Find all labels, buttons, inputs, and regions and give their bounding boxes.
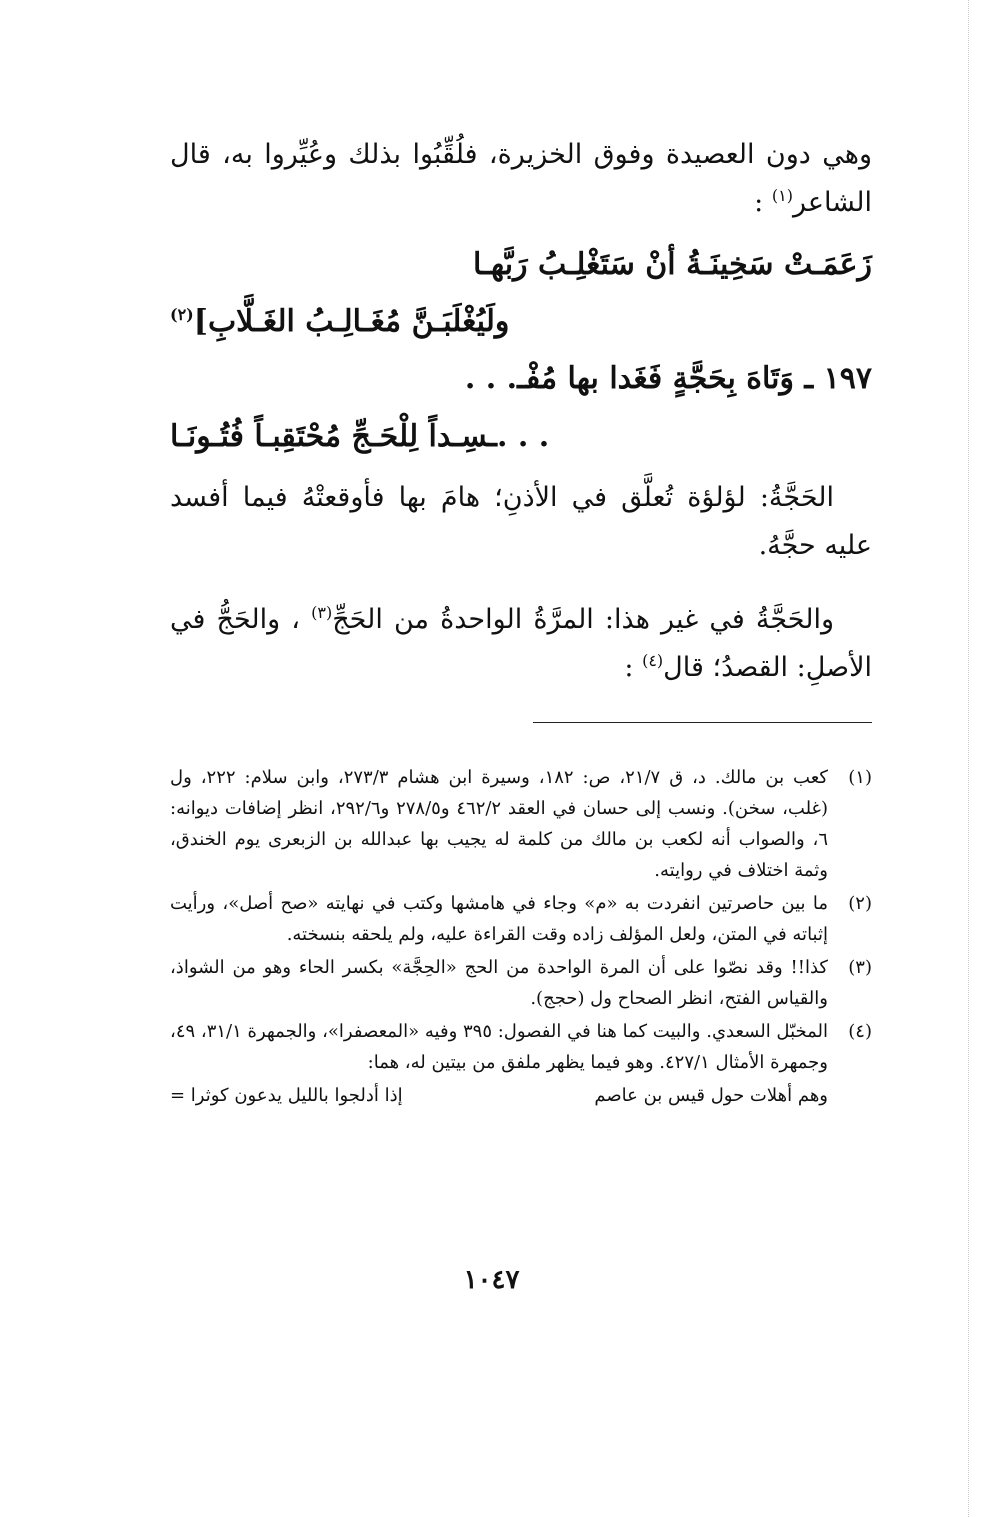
verse-line-4: . . .ـسِـداً لِلْحَـجِّ مُحْتَقِبـاً فُتُـونَـا	[170, 419, 550, 454]
footnote-ref-1: (١)	[771, 186, 793, 205]
paragraph-hajj	[170, 596, 872, 692]
paragraph-intro	[170, 131, 872, 227]
footnote-verse-first-hemistich: وهم أهلات حول قيس بن عاصم	[594, 1085, 828, 1106]
footnote-ref-2: (٢)	[170, 305, 194, 324]
footnote-text: ما بين حاصرتين انفردت به «م» وجاء في هامشها وكتب في نهايته «صح أصل»، ورأيت إثباته في المتن، ولعل المؤلف زاده وقت القراءة عليه، ولم يلحقه بنسخته.	[170, 893, 828, 945]
verse-line-1: زَعَمَـتْ سَخِينَـةُ أنْ سَتَغْلِـبُ رَبَّهـا	[472, 247, 872, 282]
footnote-2	[170, 888, 872, 950]
footnote-ref-3: (٣)	[311, 603, 333, 622]
footnote-text: المخبّل السعدي. والبيت كما هنا في الفصول: ٣٩٥ وفيه «المعصفرا»، والجمهرة ٣١/١، ٤٩، وجمهرة الأمثال ٤٢٧/١. وهو فيما يظهر ملفق من بيتين له، هما:	[170, 1021, 829, 1073]
footnote-1	[170, 762, 872, 886]
verse-line-2	[170, 293, 872, 351]
footnote-separator	[533, 722, 872, 723]
paragraph-hajj-text-2: ، والحَجُّ في الأصلِ: القصدُ؛ قال	[170, 604, 872, 683]
footnotes	[170, 762, 872, 1111]
footnote-verse	[170, 1080, 872, 1111]
footnote-text: كذا!! وقد نصّوا على أن المرة الواحدة من الحج «الحِجَّة» بكسر الحاء وهو من الشواذ، والقياس الفتح، انظر الصحاح ول (حجج).	[170, 957, 828, 1009]
footnote-ref-4: (٤)	[642, 651, 664, 670]
paragraph-intro-tail: :	[754, 187, 772, 218]
footnote-verse-second-hemistich: إذا أدلجوا بالليل يدعون كوثرا =	[170, 1085, 403, 1106]
footnote-text: كعب بن مالك. د، ق ٢١/٧، ص: ١٨٢، وسيرة ابن هشام ٢٧٣/٣، وابن سلام: ٢٢٢، ول (غلب، سخن). ونسب إلى حسان في العقد ٤٦٢/٢ و٢٧٨/٥ و٢٩٢/٦، انظر إضافات ديوانه: ٦، والصواب أنه لكعب بن مالك من كلمة له يجيب بها عبدالله بن الزبعرى يوم الخندق، وثمة اختلاف في روايته.	[170, 767, 828, 881]
paragraph-definition: الحَجَّةُ: لؤلؤة تُعلَّق في الأذنِ؛ هامَ بها فأوقعتْهُ فيما أفسد عليه حجَّهُ.	[170, 482, 872, 561]
page-number: ١٠٤٧	[463, 1265, 520, 1295]
footnote-number: (٤)	[848, 1021, 872, 1042]
verse-line-3: ١٩٧ ـ وَتَاهَ بِحَجَّةٍ فَغَدا بها مُفْـ. . .	[464, 361, 872, 396]
paragraph-hajj-text-1: والحَجَّةُ في غير هذا: المرَّةُ الواحدةُ من الحَجِّ	[332, 604, 834, 635]
verse-line-2-text: ولَيُغْلَبَـنَّ مُغَـالِـبُ الغَـلَّابِ]	[193, 304, 510, 339]
footnote-3	[170, 952, 872, 1014]
paragraph-hajj-tail: :	[624, 652, 643, 683]
footnote-number: (٢)	[848, 893, 872, 914]
footnote-4	[170, 1016, 872, 1078]
paragraph-intro-text: وهي دون العصيدة وفوق الخزيرة، فلُقِّبُوا بذلك وعُيِّروا به، قال الشاعر	[170, 139, 872, 218]
footnote-number: (١)	[848, 767, 872, 788]
footnote-number: (٣)	[848, 957, 872, 978]
